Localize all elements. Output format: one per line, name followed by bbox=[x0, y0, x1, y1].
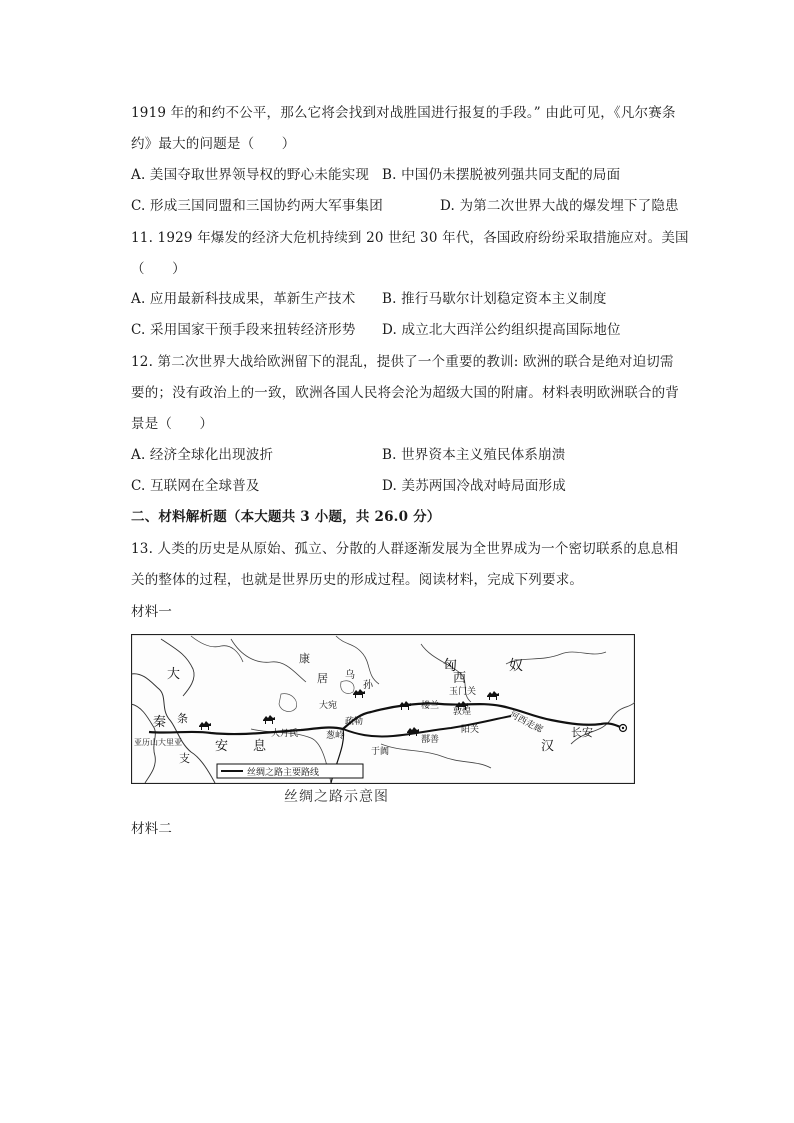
q11-stem-line2: （ ） bbox=[131, 261, 186, 277]
map-label-shanshan: 鄯善 bbox=[421, 735, 440, 745]
q12-option-b: B. 世界资本主义殖民体系崩溃 bbox=[382, 447, 566, 463]
map-label-ju: 居 bbox=[317, 672, 328, 685]
map-label-dayuezhi: 大月氏 bbox=[271, 729, 299, 739]
section2-heading: 二、材料解析题（本大题共 3 小题，共 26.0 分） bbox=[131, 509, 441, 525]
q10-stem-line2: 约》最大的问题是（ ） bbox=[131, 136, 296, 152]
silk-road-map bbox=[131, 634, 635, 784]
q12-option-d: D. 美苏两国冷战对峙局面形成 bbox=[382, 478, 566, 494]
q12-option-c: C. 互联网在全球普及 bbox=[131, 478, 260, 494]
q11-option-c: C. 采用国家干预手段来扭转经济形势 bbox=[131, 322, 356, 338]
q11-option-a: A. 应用最新科技成果，革新生产技术 bbox=[131, 291, 356, 307]
map-label-qin: 秦 bbox=[153, 715, 167, 730]
q13-stem-line1: 13. 人类的历史是从原始、孤立、分散的人群逐渐发展为全世界成为一个密切联系的息息相 bbox=[131, 541, 679, 557]
map-label-kang: 康 bbox=[299, 652, 310, 665]
q11-stem-line1: 11. 1929 年爆发的经济大危机持续到 20 世纪 30 年代，各国政府纷纷采取措施应对。美国 bbox=[131, 230, 689, 246]
map-label-wu: 乌 bbox=[345, 670, 355, 681]
map-label-an: 安 bbox=[215, 739, 229, 754]
map-label-xiongnu-1: 匈 bbox=[443, 658, 457, 674]
map-label-zhi: 支 bbox=[179, 752, 190, 765]
map-legend-label: 丝绸之路主要路线 bbox=[247, 768, 320, 778]
map-label-shule: 疏勒 bbox=[345, 717, 364, 727]
q11-option-b: B. 推行马歇尔计划稳定资本主义制度 bbox=[382, 291, 607, 307]
map-label-han: 汉 bbox=[541, 739, 555, 754]
map-label-hexi: 河西走廊 bbox=[507, 709, 545, 736]
map-label-dayuan: 大宛 bbox=[319, 701, 338, 711]
map-caption: 丝绸之路示意图 bbox=[284, 789, 389, 805]
map-label-xi-region: 西 bbox=[453, 671, 467, 686]
map-label-changan: 长安 bbox=[571, 726, 593, 739]
q13-stem-line2: 关的整体的过程，也就是世界历史的形成过程。阅读材料，完成下列要求。 bbox=[131, 572, 584, 588]
map-label-tiao: 条 bbox=[177, 712, 188, 725]
map-label-loulan: 楼兰 bbox=[421, 701, 440, 711]
q12-stem-line2: 要的；没有政治上的一致，欧洲各国人民将会沦为超级大国的附庸。材料表明欧洲联合的背 bbox=[131, 385, 679, 401]
material2-label: 材料二 bbox=[131, 821, 173, 837]
material1-label: 材料一 bbox=[131, 604, 173, 620]
q11-option-d: D. 成立北大西洋公约组织提高国际地位 bbox=[382, 322, 621, 338]
q10-option-d: D. 为第二次世界大战的爆发埋下了隐患 bbox=[440, 198, 679, 214]
map-label-xiongnu-2: 奴 bbox=[509, 658, 523, 674]
q10-stem-line1: 1919 年的和约不公平，那么它将会找到对战胜国进行报复的手段。” 由此可见，《凡尔赛条 bbox=[131, 105, 676, 121]
map-label-xi: 息 bbox=[253, 739, 267, 754]
map-label-dunhuang: 敦煌 bbox=[453, 707, 472, 717]
q10-option-a: A. 美国夺取世界领导权的野心未能实现 bbox=[131, 167, 370, 183]
map-label-yutian: 于阗 bbox=[371, 747, 390, 757]
q12-stem-line1: 12. 第二次世界大战给欧洲留下的混乱，提供了一个重要的教训: 欧洲的联合是绝对迫切需 bbox=[131, 354, 674, 370]
map-label-da: 大 bbox=[167, 667, 181, 682]
map-label-alexandria: 亚历山大里亚 bbox=[134, 738, 182, 747]
q12-option-a: A. 经济全球化出现波折 bbox=[131, 447, 274, 463]
q10-option-b: B. 中国仍未摆脱被列强共同支配的局面 bbox=[382, 167, 621, 183]
q10-option-c: C. 形成三国同盟和三国协约两大军事集团 bbox=[131, 198, 383, 214]
map-label-yumenguan: 玉门关 bbox=[449, 687, 477, 697]
q12-stem-line3: 景是（ ） bbox=[131, 416, 214, 432]
map-label-sun: 孙 bbox=[363, 680, 373, 691]
map-label-congling: 葱岭 bbox=[326, 731, 345, 741]
map-label-yangguan: 阳关 bbox=[461, 725, 480, 735]
